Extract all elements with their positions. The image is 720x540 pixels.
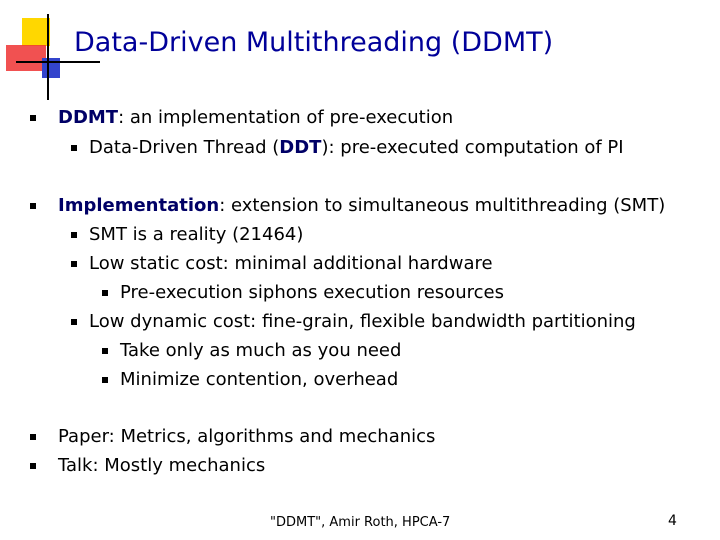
bullet-marker xyxy=(30,434,36,440)
bullet-take-only: Take only as much as you need xyxy=(120,340,402,361)
bullet-paper: Paper: Metrics, algorithms and mechanics xyxy=(58,426,436,447)
bullet-low-static-cost: Low static cost: minimal additional hardware xyxy=(89,253,493,274)
bullet-ddmt xyxy=(58,107,453,129)
bullet-marker xyxy=(102,348,108,354)
term-ddmt: DDMT xyxy=(58,107,119,128)
bullet-marker xyxy=(102,290,108,296)
slide-title: Data-Driven Multithreading (DDMT) xyxy=(74,27,554,58)
bullet-marker xyxy=(30,115,36,121)
bullet-marker xyxy=(71,145,77,151)
bullet-marker xyxy=(71,232,77,238)
term-implementation: Implementation xyxy=(58,195,220,216)
bullet-low-dynamic-cost: Low dynamic cost: fine-grain, flexible bandwidth partitioning xyxy=(89,311,636,332)
bullet-text: Data-Driven Thread ( xyxy=(89,137,280,158)
bullet-marker xyxy=(71,261,77,267)
page-number: 4 xyxy=(668,513,677,529)
bullet-siphons: Pre-execution siphons execution resources xyxy=(120,282,504,303)
bullet-marker xyxy=(30,463,36,469)
bullet-implementation xyxy=(58,195,665,217)
bullet-marker xyxy=(30,203,36,209)
bullet-marker xyxy=(71,319,77,325)
bullet-marker xyxy=(102,377,108,383)
bullet-talk: Talk: Mostly mechanics xyxy=(58,455,266,476)
bullet-minimize: Minimize contention, overhead xyxy=(120,369,399,390)
term-ddt: DDT xyxy=(279,137,322,158)
bullet-ddt xyxy=(89,137,624,159)
bullet-text: : an implementation of pre-execution xyxy=(118,107,454,128)
bullet-smt-reality: SMT is a reality (21464) xyxy=(89,224,304,245)
bullet-text: ): pre-executed computation of PI xyxy=(321,137,624,158)
bullet-text: : extension to simultaneous multithreading (SMT) xyxy=(219,195,666,216)
slide-footer: "DDMT", Amir Roth, HPCA-7 xyxy=(270,515,451,530)
